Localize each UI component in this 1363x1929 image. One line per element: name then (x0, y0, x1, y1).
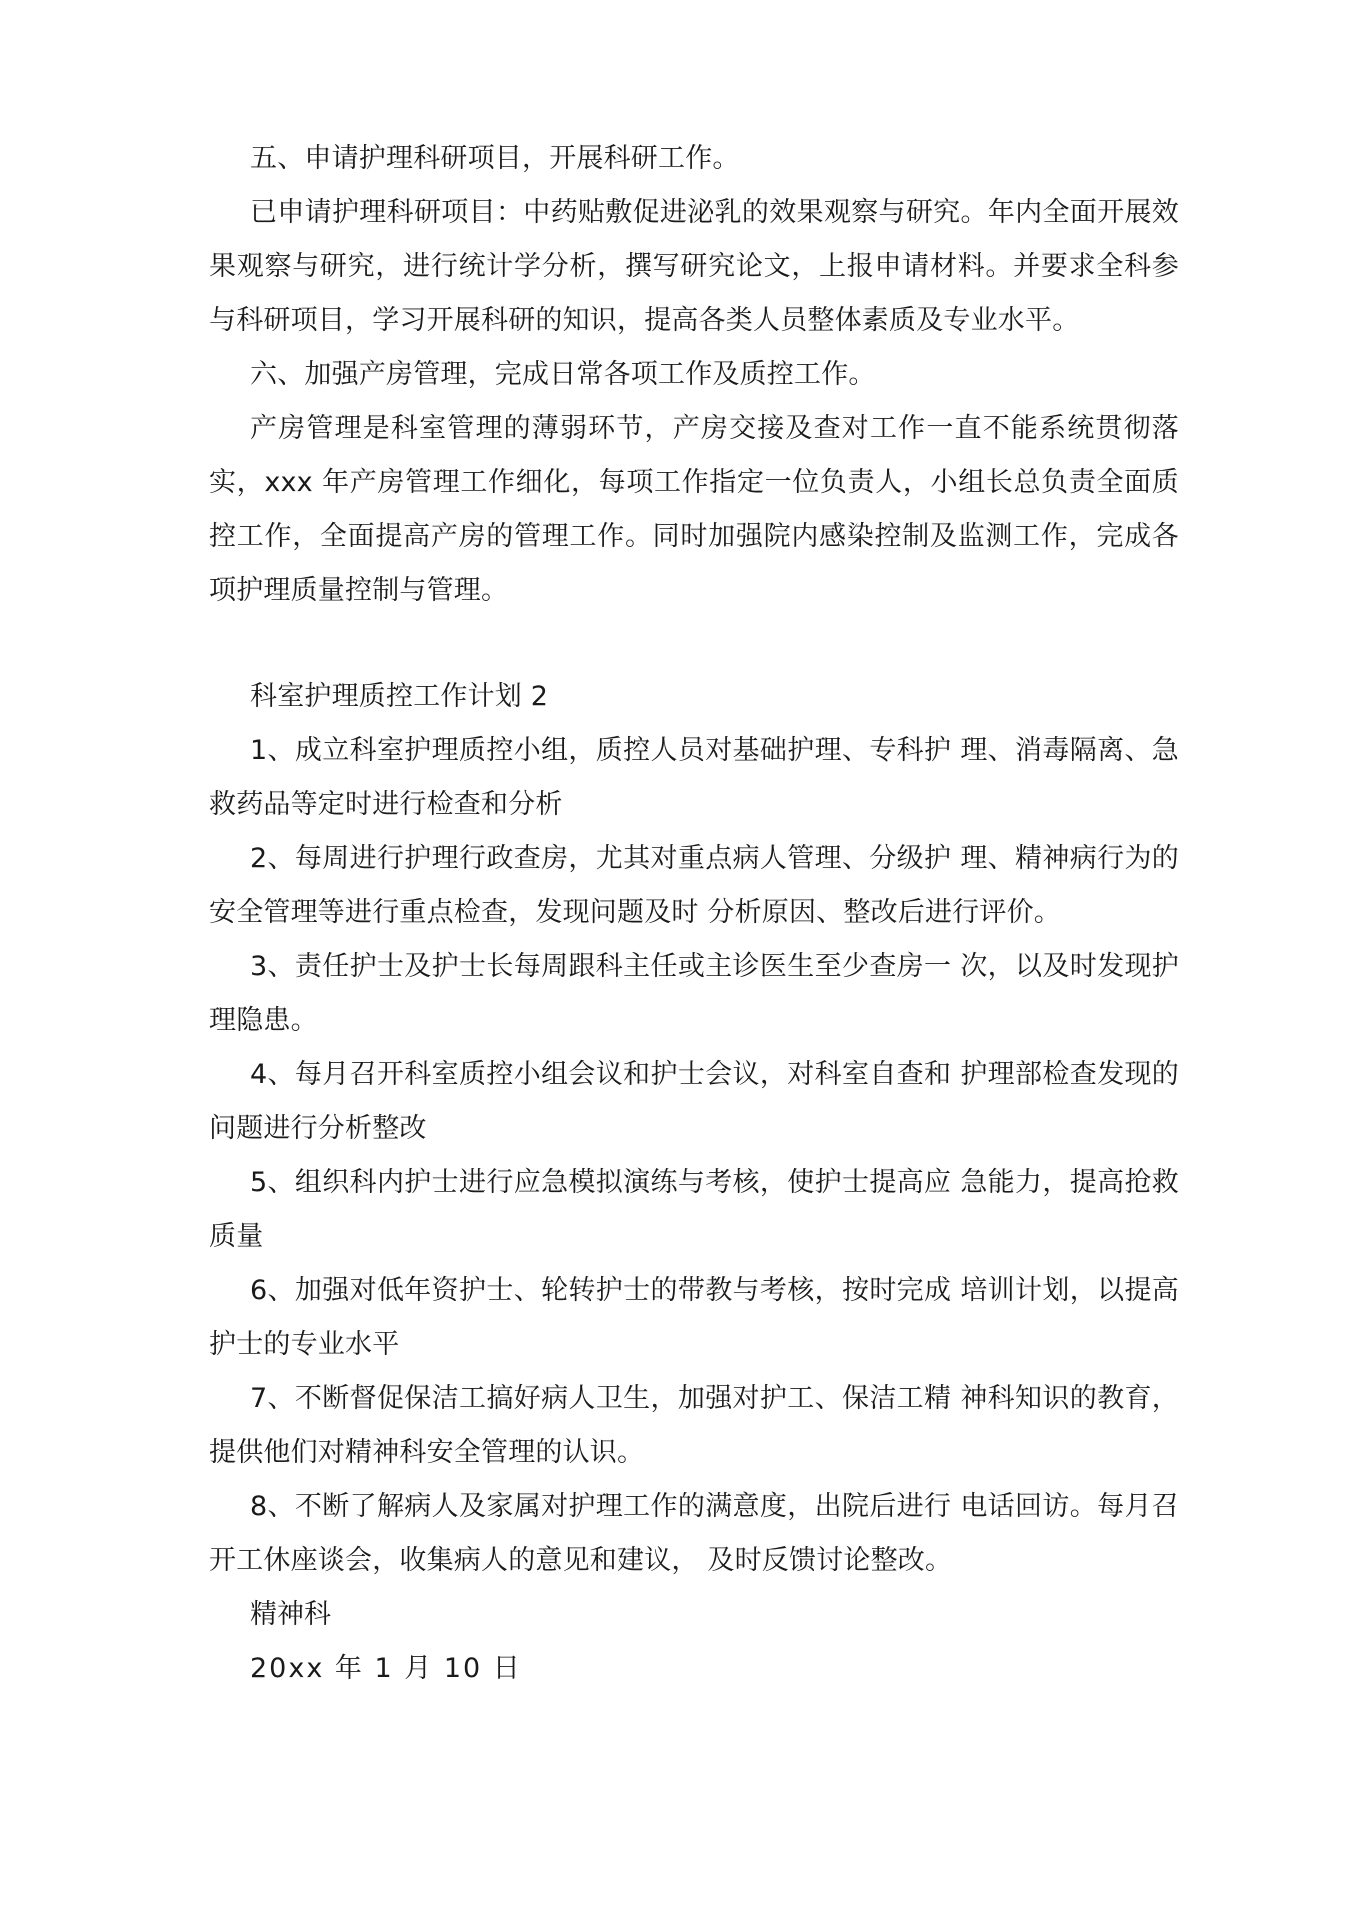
section-spacer (209, 618, 1179, 670)
plan-item-3: 3、责任护士及护士长每周跟科主任或主诊医生至少查房一 次，以及时发现护理隐患。 (209, 951, 1179, 1036)
paragraph-delivery-room: 产房管理是科室管理的薄弱环节，产房交接及查对工作一直不能系统贯彻落实，xxx 年产房管理工作细化，每项工作指定一位负责人，小组长总负责全面质控工作，全面提高产房的管理工作。同时加强院内感染控制及监测工作，完成各项护理质量控制与管理。 (209, 413, 1179, 606)
section-heading-5: 五、申请护理科研项目，开展科研工作。 (250, 143, 740, 174)
section-heading-6: 六、加强产房管理，完成日常各项工作及质控工作。 (250, 359, 876, 390)
document-date: 20xx 年 1 月 10 日 (250, 1653, 522, 1684)
plan-item-8: 8、不断了解病人及家属对护理工作的满意度，出院后进行 电话回访。每月召开工休座谈会，收集病人的意见和建议， 及时反馈讨论整改。 (209, 1491, 1179, 1576)
plan-title: 科室护理质控工作计划 2 (250, 681, 549, 712)
plan-item-7: 7、不断督促保洁工搞好病人卫生，加强对护工、保洁工精 神科知识的教育，提供他们对精神科安全管理的认识。 (209, 1383, 1179, 1468)
plan-item-4: 4、每月召开科室质控小组会议和护士会议，对科室自查和 护理部检查发现的问题进行分析整改 (209, 1059, 1179, 1144)
plan-item-5: 5、组织科内护士进行应急模拟演练与考核，使护士提高应 急能力，提高抢救质量 (209, 1167, 1179, 1252)
paragraph-research: 已申请护理科研项目：中药贴敷促进泌乳的效果观察与研究。年内全面开展效果观察与研究，进行统计学分析，撰写研究论文，上报申请材料。并要求全科参与科研项目，学习开展科研的知识，提高各类人员整体素质及专业水平。 (209, 197, 1179, 336)
plan-item-2: 2、每周进行护理行政查房，尤其对重点病人管理、分级护 理、精神病行为的安全管理等进行重点检查，发现问题及时 分析原因、整改后进行评价。 (209, 843, 1179, 928)
document-body (209, 132, 1179, 1696)
plan-item-6: 6、加强对低年资护士、轮转护士的带教与考核，按时完成 培训计划，以提高护士的专业水平 (209, 1275, 1179, 1360)
plan-item-1: 1、成立科室护理质控小组，质控人员对基础护理、专科护 理、消毒隔离、急救药品等定时进行检查和分析 (209, 735, 1179, 820)
department-signature: 精神科 (250, 1599, 331, 1630)
